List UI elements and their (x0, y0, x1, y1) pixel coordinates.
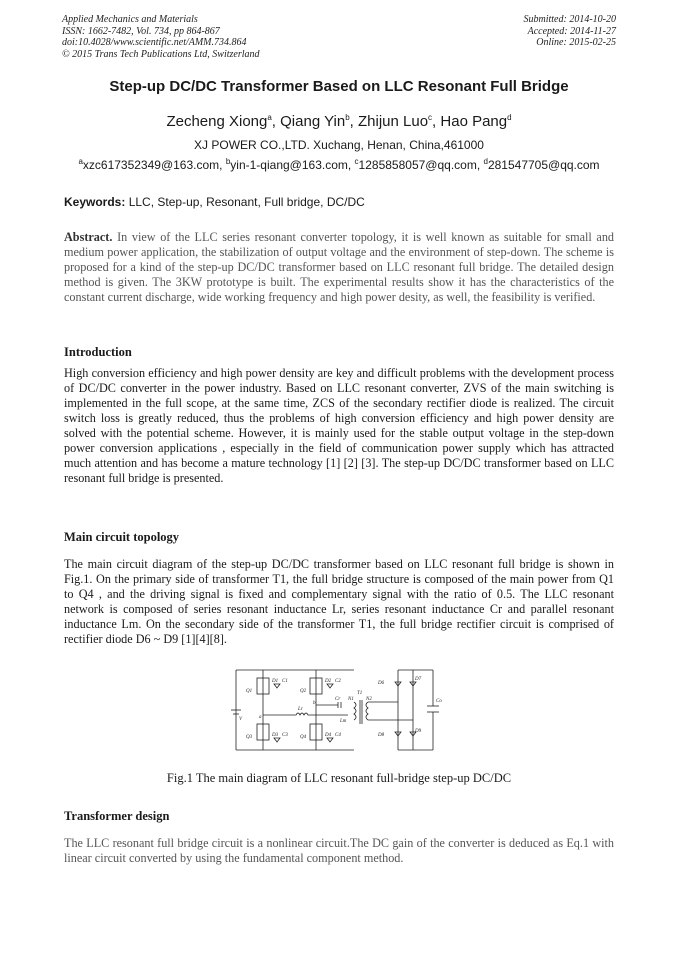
author-sup: d (507, 113, 512, 122)
diode-d3 (274, 738, 280, 742)
dates-info (524, 14, 617, 49)
label-co: Co (436, 699, 442, 704)
topology-heading: Main circuit topology (64, 530, 180, 544)
email-sup: d (483, 157, 488, 166)
label-c2: C2 (335, 679, 341, 684)
topology-text: The main circuit diagram of the step-up DC/DC transformer based on LLC resonant full bridge is shown in Fig.1. On the primary side of transformer T1, the full bridge structure is composed of the main power from Q1 to Q4 , and the driving signal is fixed and complementary signal with the ratio of 0.5. The LLC resonant network is composed of series resonant inductance Lr, series resonant inductance Cr and parallel resonant inductance Lm. On the secondary side of the transformer T1, the full bridge rectifier circuit is comprised of rectifier diode D6 ~ D9 [1][4][8]. (64, 557, 614, 646)
label-lr: Lr (298, 707, 303, 712)
diode-d4 (327, 738, 333, 742)
email-link[interactable]: xzc617352349@163.com (82, 158, 220, 172)
label-q2: Q2 (300, 689, 307, 694)
label-d4: D4 (325, 733, 332, 738)
author-list: Zecheng Xiong$^a$, Qiang Yin$^b$, Zhijun Luo$^c$, Hao Pang$^d$ (166, 113, 512, 130)
intro-text: High conversion efficiency and high power density are key and difficult problems with the development process of DC/DC converter in the power industry. Based on LLC resonant converter, ZVS of the main switching is implemented in the full scope, at the same time, ZCS of the secondary rectifier diode is realized. The circuit switch loss is greatly reduced, thus the problems of high conversion efficiency and high power density are solved with the potential scheme. However, it is mainly used for the stable output voltage in the step-down power conversion applications , especially in the field of communication power supply which has attracted much attention and has become a mature technology [1] [2] [3]. The step-up DC/DC transformer based on LLC resonant full bridge is presented. (64, 366, 614, 485)
abstract (64, 230, 614, 305)
transformer-text: The LLC resonant full bridge circuit is a nonlinear circuit.The DC gain of the converter is deduced as Eq.1 with linear circuit converted by using the fundamental component method. (64, 836, 614, 865)
doi-line[interactable]: doi:10.4028/www.scientific.net/AMM.734.864 (62, 37, 247, 48)
accepted-date: Accepted: 2014-11-27 (527, 25, 616, 37)
keywords (64, 195, 365, 209)
author-name: Zecheng Xiong (166, 113, 268, 130)
abstract-label: Abstract. (64, 230, 113, 244)
label-d6: D6 (378, 681, 385, 686)
label-d3: D3 (272, 733, 279, 738)
email-link[interactable]: 281547705@qq.com (487, 158, 600, 172)
author-sup: b (345, 113, 350, 122)
label-c3: C3 (282, 733, 288, 738)
label-d2: D2 (325, 679, 332, 684)
label-d7: D7 (415, 677, 422, 682)
submitted-date: Submitted: 2014-10-20 (523, 14, 616, 25)
journal-info (62, 14, 260, 60)
label-c4: C4 (335, 733, 341, 738)
affiliation: XJ POWER CO.,LTD. Xuchang, Henan, China,461000 (194, 138, 484, 152)
label-q3: Q3 (246, 735, 253, 740)
issn-line: ISSN: 1662-7482, Vol. 734, pp 864-867 (62, 25, 220, 37)
label-cr: Cr (335, 697, 341, 702)
diode-d1 (274, 684, 280, 688)
label-q1: Q1 (246, 689, 253, 694)
author-name: Zhijun Luo (357, 113, 429, 130)
label-n1: N1 (348, 697, 354, 702)
author-name: Qiang Yin (280, 113, 346, 130)
abstract-text: In view of the LLC series resonant converter topology, it is well known as suitable for small and medium power application, the stabilization of output voltage and the environment of step-down. The scheme is proposed for a kind of the step-up DC/DC transformer based on LLC resonant full bridge. The detailed design method is given. The 3KW prototype is built. The experimental results show it has the characteristics of the constant current discharge, wide working frequency and high power desity, as well, the feasibility is verified. (64, 230, 615, 304)
email-sup: c (354, 157, 359, 166)
author-sup: a (267, 113, 272, 122)
lr-inductor (263, 713, 348, 715)
email-link[interactable]: 1285858057@qq.com (358, 158, 477, 172)
circuit-diagram (228, 660, 450, 760)
label-c1: C1 (282, 679, 288, 684)
author-sup: c (428, 113, 433, 122)
label-t1: T1 (357, 691, 363, 696)
intro-heading: Introduction (64, 345, 132, 359)
figure-caption: Fig.1 The main diagram of LLC resonant full-bridge step-up DC/DC (166, 771, 512, 785)
label-lm: Lm (340, 719, 347, 724)
author-name: Hao Pang (440, 113, 508, 130)
keywords-text: LLC, Step-up, Resonant, Full bridge, DC/DC (128, 195, 365, 209)
secondary-winding (366, 702, 368, 720)
primary-winding (354, 702, 356, 720)
email-sup: a (78, 157, 83, 166)
label-q4: Q4 (300, 735, 307, 740)
copyright-line: © 2015 Trans Tech Publications Ltd, Switzerland (62, 48, 260, 60)
label-b: b (313, 701, 316, 706)
email-sup: b (225, 157, 231, 166)
email-link[interactable]: yin-1-qiang@163.com (230, 158, 348, 172)
label-n2: N2 (366, 697, 372, 702)
diode-d2 (327, 684, 333, 688)
label-v: V (239, 717, 243, 722)
journal-name: Applied Mechanics and Materials (62, 14, 198, 25)
online-date: Online: 2015-02-25 (536, 37, 616, 48)
keywords-label: Keywords: (64, 195, 126, 209)
label-d1: D1 (272, 679, 279, 684)
email-list: $^a$xzc617352349@163.com, $^b$yin-1-qiang@163.com, $^c$1285858057@qq.com, $^d$281547705@qq.com (78, 157, 600, 172)
paper-title: Step-up DC/DC Transformer Based on LLC Resonant Full Bridge (109, 78, 569, 95)
label-d8: D8 (378, 733, 385, 738)
label-d9: D9 (415, 729, 422, 734)
transformer-heading: Transformer design (64, 809, 170, 823)
label-a: a (259, 715, 262, 720)
